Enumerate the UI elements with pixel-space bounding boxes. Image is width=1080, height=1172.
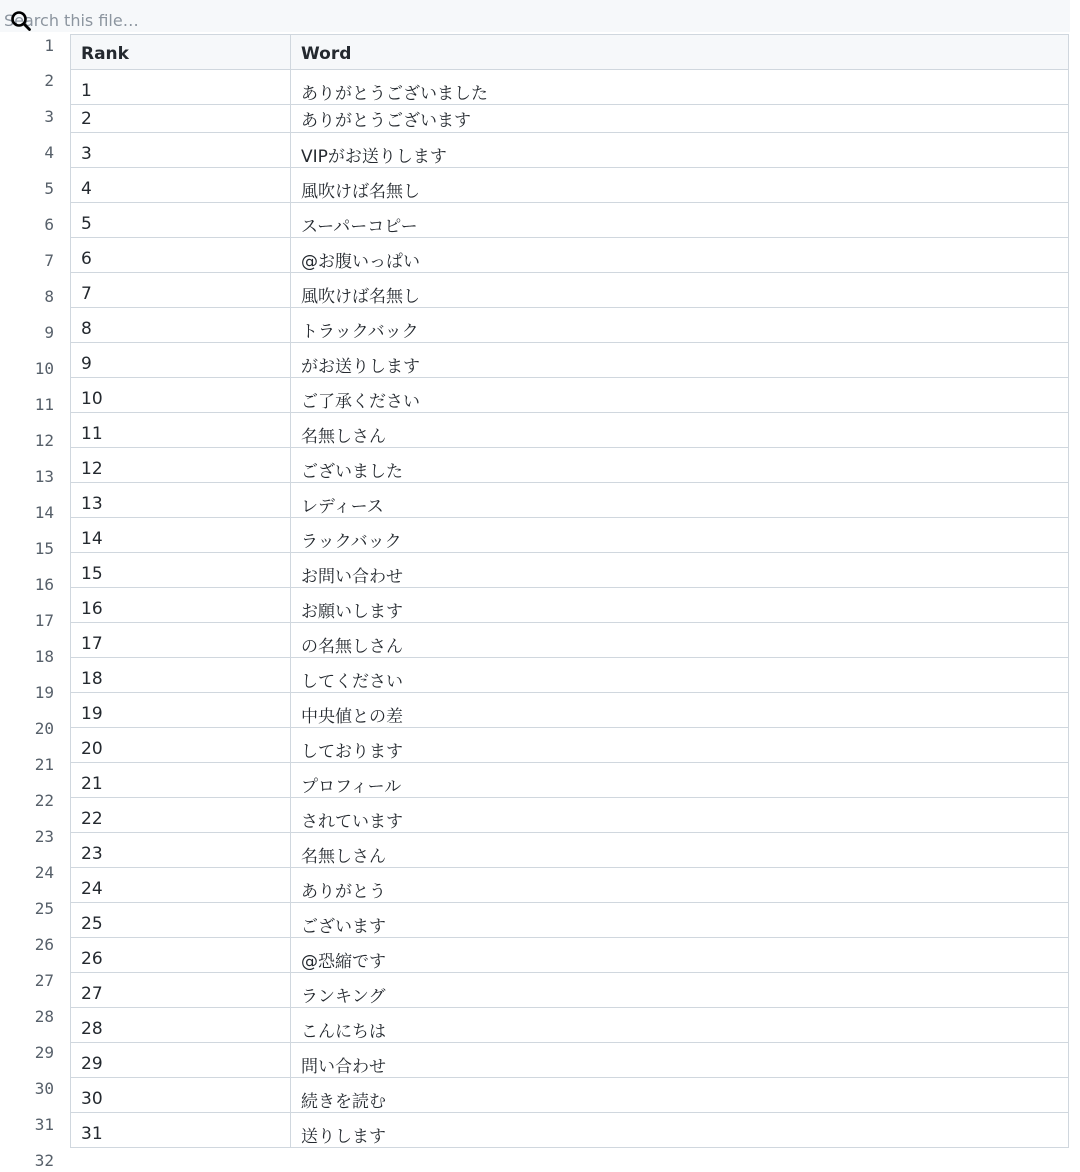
line-number[interactable]: 18	[34, 647, 54, 666]
line-number[interactable]: 3	[44, 107, 54, 126]
line-number[interactable]: 1	[44, 36, 54, 55]
line-number[interactable]: 21	[34, 755, 54, 774]
column-header-word[interactable]: Word	[291, 35, 1069, 70]
rank-cell: 5	[71, 203, 291, 238]
rank-cell: 30	[71, 1078, 291, 1113]
rank-cell: 6	[71, 238, 291, 273]
table-row	[71, 483, 1069, 518]
table-row	[71, 658, 1069, 693]
word-cell: ランキング	[291, 973, 1069, 1008]
line-number[interactable]: 27	[34, 971, 54, 990]
table-row	[71, 1113, 1069, 1148]
table-row	[71, 798, 1069, 833]
table-row	[71, 588, 1069, 623]
line-number[interactable]: 2	[44, 71, 54, 90]
line-number[interactable]: 13	[34, 467, 54, 486]
table-row	[71, 868, 1069, 903]
search-icon[interactable]	[10, 10, 32, 32]
table-row	[71, 903, 1069, 938]
table-row	[71, 168, 1069, 203]
table-row	[71, 553, 1069, 588]
word-cell: されています	[291, 798, 1069, 833]
word-cell: VIPがお送りします	[291, 133, 1069, 168]
word-cell: @お腹いっぱい	[291, 238, 1069, 273]
line-number[interactable]: 32	[34, 1151, 54, 1170]
word-cell: の名無しさん	[291, 623, 1069, 658]
line-number[interactable]: 5	[44, 179, 54, 198]
rank-cell: 17	[71, 623, 291, 658]
rank-cell: 11	[71, 413, 291, 448]
word-cell: ありがとうございます	[291, 105, 1069, 133]
line-number[interactable]: 11	[34, 395, 54, 414]
line-number[interactable]: 10	[34, 359, 54, 378]
line-number[interactable]: 7	[44, 251, 54, 270]
rank-cell: 28	[71, 1008, 291, 1043]
rank-cell: 25	[71, 903, 291, 938]
word-cell: ありがとうございました	[291, 70, 1069, 105]
rank-cell: 27	[71, 973, 291, 1008]
rank-cell: 19	[71, 693, 291, 728]
word-cell: 名無しさん	[291, 413, 1069, 448]
search-input[interactable]	[4, 8, 604, 32]
table-row	[71, 448, 1069, 483]
rank-cell: 9	[71, 343, 291, 378]
line-number[interactable]: 6	[44, 215, 54, 234]
table-row	[71, 728, 1069, 763]
line-number[interactable]: 29	[34, 1043, 54, 1062]
rank-cell: 24	[71, 868, 291, 903]
rank-cell: 10	[71, 378, 291, 413]
word-cell: お願いします	[291, 588, 1069, 623]
line-number[interactable]: 16	[34, 575, 54, 594]
rank-cell: 18	[71, 658, 291, 693]
word-cell: レディース	[291, 483, 1069, 518]
rank-cell: 23	[71, 833, 291, 868]
line-number[interactable]: 28	[34, 1007, 54, 1026]
line-number[interactable]: 14	[34, 503, 54, 522]
table-row	[71, 763, 1069, 798]
line-number[interactable]: 17	[34, 611, 54, 630]
line-number[interactable]: 22	[34, 791, 54, 810]
rank-cell: 2	[71, 105, 291, 133]
table-header-row	[71, 35, 1069, 70]
rank-cell: 22	[71, 798, 291, 833]
word-cell: 風吹けば名無し	[291, 273, 1069, 308]
table-row	[71, 308, 1069, 343]
table-row	[71, 105, 1069, 133]
word-cell: @恐縮です	[291, 938, 1069, 973]
table-row	[71, 938, 1069, 973]
line-number[interactable]: 30	[34, 1079, 54, 1098]
line-number[interactable]: 12	[34, 431, 54, 450]
word-cell: プロフィール	[291, 763, 1069, 798]
rank-cell: 31	[71, 1113, 291, 1148]
table-row	[71, 1078, 1069, 1113]
top-toolbar-strip	[0, 0, 1070, 8]
rank-cell: 29	[71, 1043, 291, 1078]
word-cell: 風吹けば名無し	[291, 168, 1069, 203]
table-row	[71, 693, 1069, 728]
rank-cell: 7	[71, 273, 291, 308]
table-row	[71, 518, 1069, 553]
table-row	[71, 343, 1069, 378]
file-search-bar	[0, 8, 1070, 32]
rank-cell: 3	[71, 133, 291, 168]
rank-cell: 13	[71, 483, 291, 518]
word-cell: こんにちは	[291, 1008, 1069, 1043]
rank-cell: 15	[71, 553, 291, 588]
rank-cell: 21	[71, 763, 291, 798]
csv-table	[70, 34, 1069, 1148]
table-row	[71, 1043, 1069, 1078]
line-number[interactable]: 25	[34, 899, 54, 918]
word-cell: ご了承ください	[291, 378, 1069, 413]
table-row	[71, 133, 1069, 168]
line-number[interactable]: 4	[44, 143, 54, 162]
word-cell: ございました	[291, 448, 1069, 483]
line-number[interactable]: 26	[34, 935, 54, 954]
word-cell: 送りします	[291, 1113, 1069, 1148]
rank-cell: 20	[71, 728, 291, 763]
table-row	[71, 203, 1069, 238]
table-row	[71, 273, 1069, 308]
rank-cell: 16	[71, 588, 291, 623]
line-number[interactable]: 15	[34, 539, 54, 558]
word-cell: 名無しさん	[291, 833, 1069, 868]
table-row	[71, 378, 1069, 413]
rank-cell: 1	[71, 70, 291, 105]
word-cell: トラックバック	[291, 308, 1069, 343]
rank-cell: 14	[71, 518, 291, 553]
word-cell: ありがとう	[291, 868, 1069, 903]
table-row	[71, 238, 1069, 273]
table-row	[71, 833, 1069, 868]
line-number[interactable]: 9	[44, 323, 54, 342]
rank-cell: 8	[71, 308, 291, 343]
word-cell: スーパーコピー	[291, 203, 1069, 238]
line-number[interactable]: 19	[34, 683, 54, 702]
word-cell: 中央値との差	[291, 693, 1069, 728]
rank-cell: 4	[71, 168, 291, 203]
table-body	[71, 70, 1069, 1148]
table-row	[71, 413, 1069, 448]
rank-cell: 12	[71, 448, 291, 483]
word-cell: お問い合わせ	[291, 553, 1069, 588]
word-cell: ラックバック	[291, 518, 1069, 553]
word-cell: 問い合わせ	[291, 1043, 1069, 1078]
word-cell: がお送りします	[291, 343, 1069, 378]
table-row	[71, 1008, 1069, 1043]
table-row	[71, 70, 1069, 105]
word-cell: しております	[291, 728, 1069, 763]
word-cell: してください	[291, 658, 1069, 693]
word-cell: ございます	[291, 903, 1069, 938]
word-cell: 続きを読む	[291, 1078, 1069, 1113]
column-header-rank[interactable]: Rank	[71, 35, 291, 70]
line-number[interactable]: 31	[34, 1115, 54, 1134]
line-number[interactable]: 23	[34, 827, 54, 846]
table-row	[71, 973, 1069, 1008]
rank-cell: 26	[71, 938, 291, 973]
table-row	[71, 623, 1069, 658]
line-number[interactable]: 24	[34, 863, 54, 882]
line-number[interactable]: 20	[34, 719, 54, 738]
line-number[interactable]: 8	[44, 287, 54, 306]
